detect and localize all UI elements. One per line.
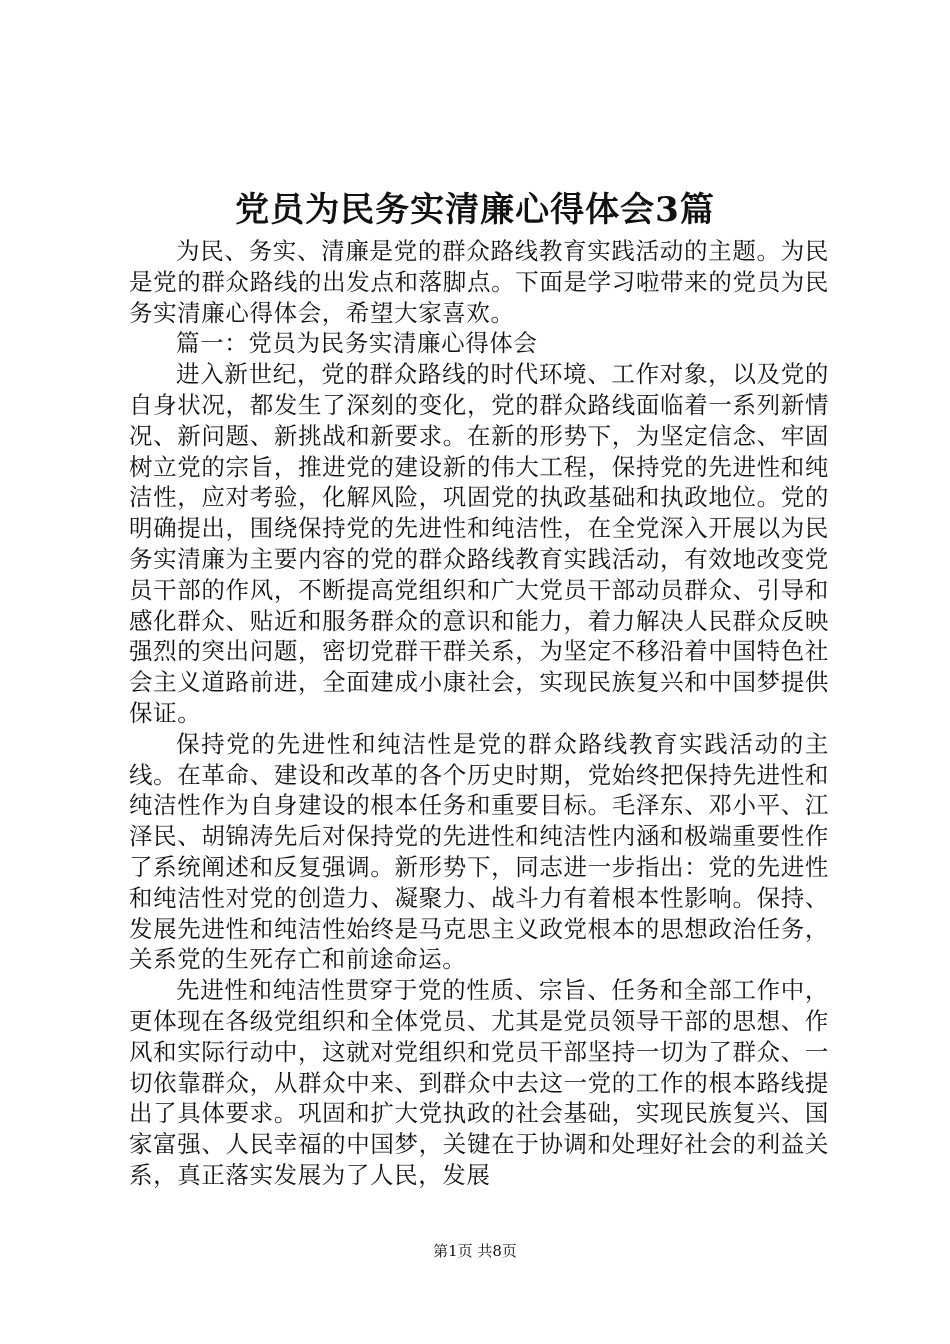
- intro-paragraph: 为民、务实、清廉是党的群众路线教育实践活动的主题。为民是党的群众路线的出发点和落脚点。下面是学习啦带来的党员为民务实清廉心得体会，希望大家喜欢。: [129, 237, 829, 327]
- body-paragraph: 进入新世纪，党的群众路线的时代环境、工作对象，以及党的自身状况，都发生了深刻的变化，党的群众路线面临着一系列新情况、新问题、新挑战和新要求。在新的形势下，为坚定信念、牢固树立党的宗旨，推进党的建设新的伟大工程，保持党的先进性和纯洁性，应对考验，化解风险，巩固党的执政基础和执政地位。党的明确提出，围绕保持党的先进性和纯洁性，在全党深入开展以为民务实清廉为主要内容的党的群众路线教育实践活动，有效地改变党员干部的作风，不断提高党组织和广大党员干部动员群众、引导和感化群众、贴近和服务群众的意识和能力，着力解决人民群众反映强烈的突出问题，密切党群干群关系，为坚定不移沿着中国特色社会主义道路前进，全面建成小康社会，实现民族复兴和中国梦提供保证。: [129, 360, 829, 727]
- body-paragraph: 保持党的先进性和纯洁性是党的群众路线教育实践活动的主线。在革命、建设和改革的各个历史时期，党始终把保持先进性和纯洁性作为自身建设的根本任务和重要目标。毛泽东、邓小平、江泽民、胡锦涛先后对保持党的先进性和纯洁性内涵和极端重要性作了系统阐述和反复强调。新形势下，同志进一步指出：党的先进性和纯洁性对党的创造力、凝聚力、战斗力有着根本性影响。保持、发展先进性和纯洁性始终是马克思主义政党根本的思想政治任务，关系党的生死存亡和前途命运。: [129, 729, 829, 974]
- document-title: 党员为民务实清廉心得体会3篇: [235, 190, 715, 230]
- body-paragraph: 先进性和纯洁性贯穿于党的性质、宗旨、任务和全部工作中，更体现在各级党组织和全体党员、尤其是党员领导干部的思想、作风和实际行动中，这就对党组织和党员干部坚持一切为了群众、一切依靠群众，从群众中来、到群众中去这一党的工作的根本路线提出了具体要求。巩固和扩大党执政的社会基础，实现民族复兴、国家富强、人民幸福的中国梦，关键在于协调和处理好社会的利益关系，真正落实发展为了人民，发展: [129, 976, 829, 1189]
- section-heading: 篇一：党员为民务实清廉心得体会: [176, 329, 538, 358]
- document-body: [129, 236, 829, 1191]
- page-footer: 第1页 共8页: [433, 1242, 517, 1260]
